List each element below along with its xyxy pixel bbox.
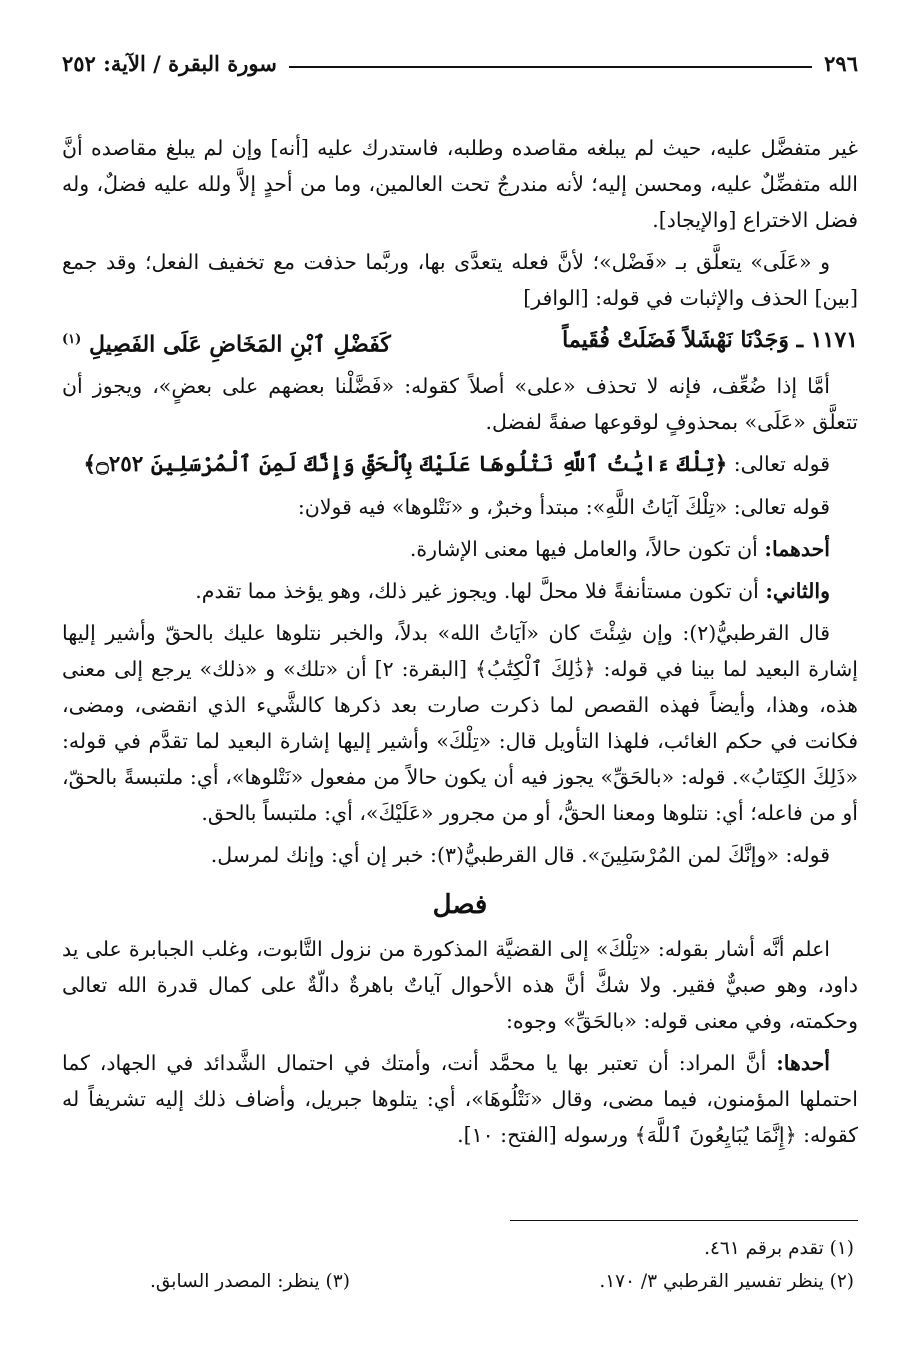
footnote-separator	[510, 1220, 858, 1221]
paragraph-6	[62, 531, 858, 567]
poetry-verse	[62, 322, 858, 362]
point-label-second: والثاني:	[765, 579, 830, 604]
header-rule	[289, 66, 812, 68]
paragraph-8: قال القرطبيُّ(٢): وإن شِئْتَ كان «آيَاتُ الله» بدلاً، والخبر نتلوها عليك بالحقّ وأشير إليها إشارة البعيد لما بينا في قوله: ﴿ذَٰلِكَ ٱلْكِتَٰبُ﴾ [البقرة: ٢] أن «تلك» و «ذلك» يرجع إلى معنى هذه، وهذا، وأيضاً فهذه القصص لما ذكرت صارت بعد ذكرها كالشَّيء الذي انقضى، ومضى، فكانت في حكم الغائب، فلهذا التأويل قال: «تِلْكَ» وأشير إليها إشارة البعيد لما تقدَّم في قوله: «ذَلِكَ الكِتَابُ». قوله: «بالحَقِّ» يجوز فيه أن يكون حالاً من مفعول «نَتْلوها»، أي: ملتبسةً بالحقّ، أو من فاعله؛ أي: نتلوها ومعنا الحقُّ، أو من مجرور «عَلَيْكَ»، أي: ملتبساً بالحق.	[62, 621, 859, 826]
paragraph-1: غير متفضَّل عليه، حيث لم يبلغه مقاصده وطلبه، فاستدرك عليه [أنه] وإن لم يبلغ مقاصده أنَّ الله متفضِّلٌ عليه، ومحسن إليه؛ لأنه مندرجٌ تحت العالمين، وما من أحدٍ إلاَّ ولله عليه فضلٌ، وله فضل الاختراع [والإيجاد].	[62, 136, 858, 232]
section-heading: فصل	[432, 890, 488, 921]
surah-reference: سورة البقرة / الآية: ٢٥٢	[62, 51, 277, 76]
paragraph-3: أمَّا إذا ضُعِّف، فإنه لا تحذف «على» أصلاً كقوله: «فَضَّلْنا بعضهم على بعضٍ»، ويجوز أن تتعلَّق «عَلَى» بمحذوفٍ لوقوعها صفةً لفضل.	[62, 374, 858, 435]
paragraph-5: قوله تعالى: «تِلْكَ آيَاتُ اللَّهِ»: مبتدأ وخبرٌ، و «نَتْلوها» فيه قولان:	[297, 495, 830, 520]
verse-second-hemistich	[62, 322, 391, 362]
footnote-1: (١) تقدم برقم ٤٦١.	[704, 1238, 854, 1259]
page-body	[62, 130, 858, 1153]
page-header	[62, 36, 858, 76]
footnote-2: (٢) ينظر تفسير القرطبي ٣/ ١٧٠.	[599, 1271, 854, 1292]
point-text-first: أن تكون حالاً، والعامل فيها معنى الإشارة.	[409, 537, 758, 562]
footnote-3: (٣) ينظر: المصدر السابق.	[150, 1271, 350, 1292]
paragraph-7	[62, 573, 858, 609]
quran-intro-label: قوله تعالى:	[733, 452, 830, 477]
verse-number: ١١٧١ ـ	[796, 327, 858, 353]
quran-verse: ﴿تِلْكَ ءَايَٰتُ ٱللَّهِ نَتْلُوهَا عَلَيْكَ بِٱلْحَقِّ وَإِنَّكَ لَمِنَ ٱلْمُرْسَلِينَ ۝٢٥٢﴾	[83, 452, 728, 478]
verse-footnote-ref: (١)	[62, 332, 82, 347]
paragraph-10: اعلم أنَّه أشار بقوله: «تِلْكَ» إلى القضيَّة المذكورة من نزول التَّابوت، وغلب الجبابرة على يد داود، وهو صبيٌّ فقير. ولا شكَّ أنَّ هذه الأحوال آياتٌ باهرةٌ دالّةٌ على كمال قدرة الله تعالى وحكمته، وفي معنى قوله: «بالحَقِّ» وجوه:	[62, 937, 858, 1034]
verse-part-b: كَفَضْلِ ٱبْنِ المَخَاضِ عَلَى الفَصِيلِ	[88, 331, 391, 358]
paragraph-9: قوله: «وإنَّكَ لمن المُرْسَلِينَ». قال القرطبيُّ(٣): خبر إن أي: وإنك لمرسل.	[210, 843, 830, 868]
footnote-row-2	[150, 1265, 854, 1298]
verse-part-a: وَجَدْنَا نَهْشَلاً فَضَلَتْ فُقَيماً	[562, 327, 789, 353]
paragraph-4	[62, 446, 858, 483]
paragraph-2: و «عَلَى» يتعلَّق بـ «فَضْل»؛ لأنَّ فعله يتعدَّى بها، وربَّما حذفت مع تخفيف الفعل؛ وقد جمع [بين] الحذف والإثبات في قوله: [الوافر]	[62, 250, 858, 310]
point-label-first-aspect: أحدها:	[776, 1051, 830, 1076]
point-text-first-aspect: أنَّ المراد: أن تعتبر بها يا محمَّد أنت، وأمتك في احتمال الشَّدائد في الجهاد، كما احتملها المؤمنون، فيما مضى، وقال «نَتْلُوهَا»، أي: يتلوها جبريل، وأضاف ذلك إليه تشريفاً له كقوله: ﴿إِنَّمَا يُبَايِعُونَ ٱللَّهَ﴾ ورسوله [الفتح: ١٠].	[62, 1051, 858, 1148]
footnotes	[150, 1232, 854, 1298]
point-text-second: أن تكون مستأنفةً فلا محلَّ لها. ويجوز غير ذلك، وهو يؤخذ مما تقدم.	[195, 579, 759, 604]
paragraph-11	[62, 1045, 858, 1153]
page-number: ٢٩٦	[824, 51, 858, 76]
verse-first-hemistich	[562, 322, 858, 362]
point-label-first: أحدهما:	[764, 537, 830, 562]
